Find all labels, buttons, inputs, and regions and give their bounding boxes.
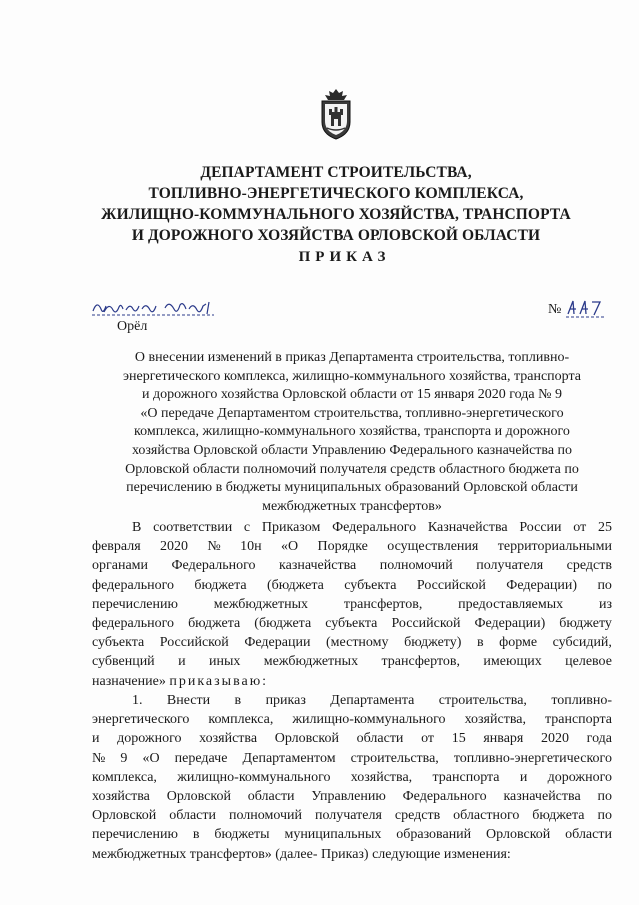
word: по — [597, 789, 612, 805]
word: строительства, — [438, 693, 527, 708]
paragraph-line — [92, 595, 612, 614]
word: Департаментом — [242, 750, 336, 766]
paragraph-line — [92, 825, 612, 844]
word: субъекта — [344, 577, 397, 593]
word: Федерации) — [506, 577, 578, 593]
word: средств — [566, 558, 612, 574]
word: (бюджета — [267, 577, 324, 593]
word: комплекса, — [92, 769, 157, 785]
word: казначейства — [279, 558, 357, 574]
handwritten-date — [90, 294, 220, 320]
word: дорожного — [547, 769, 612, 785]
paragraph-line — [92, 576, 612, 595]
line-text: назначение» — [92, 673, 166, 689]
word: области — [356, 731, 404, 747]
word: полномочий — [228, 808, 303, 824]
paragraph-line — [92, 537, 612, 556]
word: «О — [142, 750, 160, 766]
word: бюджета — [532, 808, 585, 824]
paragraph-line — [92, 518, 612, 537]
word: федерального — [92, 616, 175, 632]
word: имеющих — [483, 654, 542, 670]
word: 15 — [451, 731, 466, 747]
word: (бюджета — [254, 616, 312, 632]
department-name — [60, 162, 612, 246]
word: соответствии — [153, 520, 233, 535]
word: 1. — [132, 693, 143, 708]
word: января — [483, 731, 524, 747]
word: № — [207, 539, 221, 555]
department-line: И ДОРОЖНОГО ХОЗЯЙСТВА ОРЛОВСКОЙ ОБЛАСТИ — [131, 227, 541, 244]
word: субъекта — [325, 616, 378, 632]
word: хозяйства — [92, 789, 150, 805]
word: полномочий — [379, 558, 453, 574]
word: в — [192, 827, 200, 843]
word: от — [421, 731, 435, 747]
word: получателя — [314, 808, 382, 824]
word: перечислению — [92, 596, 178, 612]
paragraph-line — [92, 652, 612, 671]
word: жилищно-коммунального — [177, 769, 331, 785]
word: России — [519, 520, 562, 535]
word: органами — [92, 558, 149, 574]
paragraph-line: межбюджетных трансфертов» (далее- Приказ) следующие изменения: — [92, 846, 511, 862]
word: Орловской — [486, 827, 551, 843]
word: трансфертов, — [343, 596, 423, 612]
subject-line: комплекса, жилищно-коммунального хозяйства, транспорта и дорожного — [134, 424, 570, 440]
word: 25 — [597, 520, 612, 535]
word: образований — [396, 827, 472, 843]
paragraph-line — [92, 710, 612, 729]
department-line: ДЕПАРТАМЕНТ СТРОИТЕЛЬСТВА, — [200, 164, 472, 181]
word: 2020 — [160, 539, 189, 555]
paragraph-line — [92, 806, 612, 825]
word: Российской — [416, 577, 486, 593]
word: в — [234, 693, 242, 708]
word: форме — [499, 635, 538, 651]
word: бюджету) — [404, 635, 462, 651]
word: бюджета — [194, 577, 247, 593]
word: бюджету — [559, 616, 612, 632]
word: Орловской — [166, 789, 231, 805]
word: хозяйства, — [464, 712, 526, 728]
coat-of-arms-emblem — [316, 88, 356, 140]
word: жилищно-коммунального — [292, 712, 446, 728]
word: энергетического — [92, 712, 190, 728]
word: бюджета — [188, 616, 241, 632]
subject-line: энергетического комплекса, жилищно-коммунального хозяйства, транспорта — [123, 368, 581, 384]
word: бюджеты — [214, 827, 270, 843]
word: 10н — [240, 539, 262, 555]
word: в — [476, 635, 484, 651]
word: 9 — [120, 750, 128, 766]
word: (местному — [326, 635, 389, 651]
word: хозяйства, — [350, 769, 413, 785]
word: транспорта — [544, 712, 612, 728]
word: и — [178, 654, 186, 670]
paragraph-line — [92, 729, 612, 748]
word: казначейства — [503, 789, 581, 805]
word: межбюджетных — [213, 596, 309, 612]
word: субвенций — [92, 654, 155, 670]
subject-line: межбюджетных трансфертов» — [262, 498, 442, 514]
word: Приказом — [261, 520, 321, 535]
word: 2020 — [541, 731, 570, 747]
word: Российской — [159, 635, 229, 651]
word: субъекта — [92, 635, 145, 651]
word: федерального — [92, 577, 175, 593]
word: «О — [281, 539, 299, 555]
command-word: приказываю: — [169, 673, 269, 689]
subject-line: Орловской области полномочий получателя средств областного бюджета по — [125, 461, 579, 477]
preamble-paragraph — [92, 518, 612, 691]
word: Порядке — [317, 539, 368, 555]
word: трансфертов, — [381, 654, 461, 670]
word: Федерального — [171, 558, 256, 574]
paragraph-line — [92, 556, 612, 575]
word: перечислению — [92, 827, 178, 843]
word: целевое — [565, 654, 612, 670]
subject-line: перечислению в бюджеты муниципальных образований Орловской области — [126, 480, 578, 496]
word: Казначейства — [427, 520, 508, 535]
word: года — [586, 731, 612, 747]
number-label: № — [548, 302, 562, 317]
word: с — [243, 520, 251, 535]
word: и — [519, 769, 528, 785]
paragraph-line — [92, 614, 612, 633]
word: Федерации — [244, 635, 311, 651]
word: топливно-энергетического — [453, 750, 612, 766]
paragraph-line — [92, 768, 612, 787]
word: иных — [209, 654, 241, 670]
word: приказ — [265, 693, 306, 708]
word: дорожного — [117, 731, 182, 747]
word: передаче — [174, 750, 228, 766]
word: Департамента — [330, 693, 415, 708]
word: муниципальных — [284, 827, 382, 843]
word: от — [573, 520, 587, 535]
handwritten-number — [564, 296, 608, 320]
word: Внести — [166, 693, 211, 708]
word: Российской — [391, 616, 461, 632]
word: межбюджетных — [263, 654, 359, 670]
word: осуществления — [387, 539, 479, 555]
word: хозяйства — [199, 731, 258, 747]
city-name: Орёл — [117, 319, 148, 334]
word: средств — [394, 808, 441, 824]
word: Орловской — [92, 808, 157, 824]
order-subject — [92, 349, 612, 516]
subject-line: «О передаче Департаментом строительства, топливно-энергетического — [140, 405, 564, 421]
word: № — [92, 750, 106, 766]
word: из — [598, 596, 612, 612]
subject-line: и дорожного хозяйства Орловской области от 15 января 2020 года № 9 — [142, 387, 562, 403]
word: Управлению — [311, 789, 386, 805]
word: и — [92, 731, 100, 747]
word: Федерального — [332, 520, 417, 535]
word: транспорта — [432, 769, 500, 785]
word: области — [565, 827, 612, 843]
paragraph-line — [92, 787, 612, 806]
word: комплекса, — [208, 712, 274, 728]
word: субсидий, — [552, 635, 612, 651]
word: территориальными — [497, 539, 612, 555]
word: Федерального — [402, 789, 487, 805]
document-type-title: ПРИКАЗ — [298, 249, 391, 265]
department-line: ТОПЛИВНО-ЭНЕРГЕТИЧЕСКОГО КОМПЛЕКСА, — [148, 185, 524, 202]
word: предоставляемых — [458, 596, 564, 612]
paragraph-line — [92, 749, 612, 768]
paragraph-line — [92, 691, 612, 710]
word: февраля — [92, 539, 141, 555]
word: областного — [453, 808, 520, 824]
word: Федерации) — [474, 616, 546, 632]
clause-1-paragraph — [92, 691, 612, 864]
word: получателя — [476, 558, 544, 574]
word: В — [132, 520, 142, 535]
word: по — [597, 808, 612, 824]
word: по — [597, 577, 612, 593]
word: области — [169, 808, 217, 824]
paragraph-line — [92, 633, 612, 652]
paragraph-line — [92, 672, 612, 691]
subject-line: О внесении изменений в приказ Департамента строительства, топливно- — [134, 350, 570, 365]
subject-line: хозяйства Орловской области Управлению Федерального казначейства по — [131, 442, 573, 458]
word: строительства, — [350, 750, 439, 766]
department-line: ЖИЛИЩНО-КОММУНАЛЬНОГО ХОЗЯЙСТВА, ТРАНСПОРТА — [101, 206, 571, 223]
word: топливно- — [551, 693, 612, 708]
word: области — [247, 789, 295, 805]
word: Орловской — [274, 731, 339, 747]
